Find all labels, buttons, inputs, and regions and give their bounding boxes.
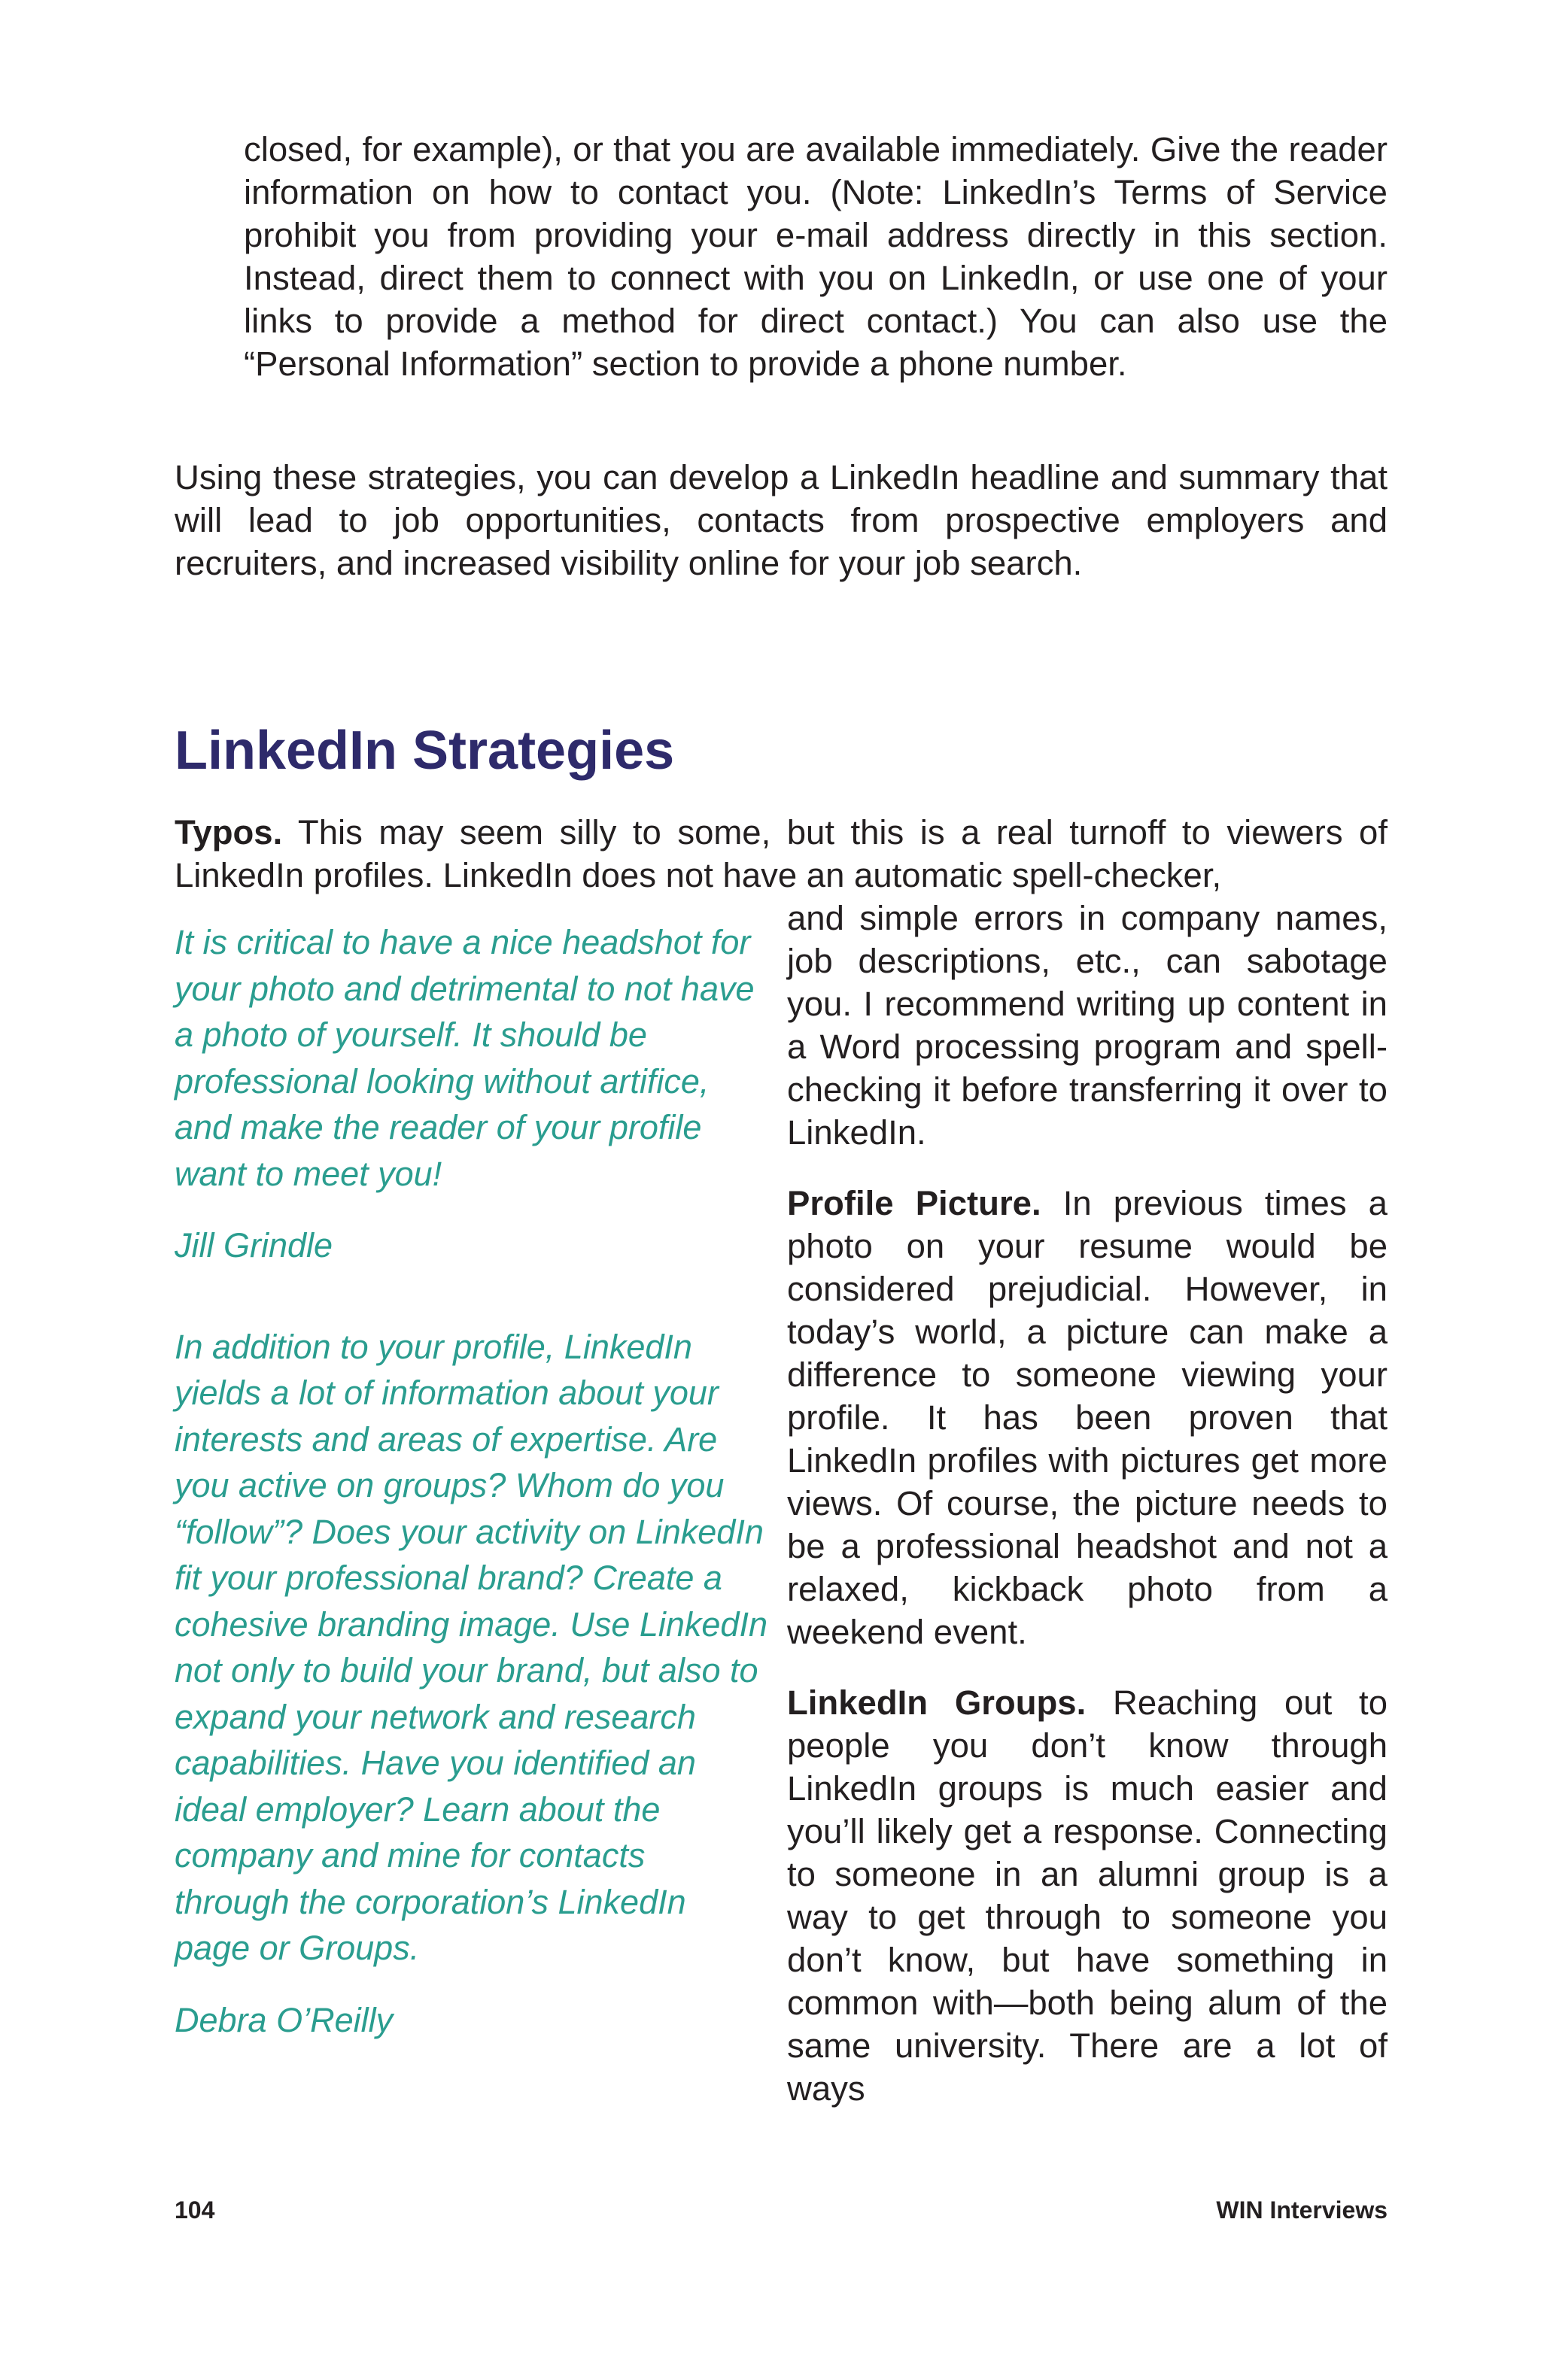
typos-paragraph-start: [175, 811, 1388, 897]
page-number: 104: [175, 2196, 215, 2224]
typos-text-full: This may seem silly to some, but this is a real turnoff to viewers of LinkedIn profiles. LinkedIn does not have an automatic spell-checker,: [175, 813, 1388, 894]
sidebar-quotes: [175, 919, 769, 2043]
typos-lead: Typos.: [175, 813, 283, 852]
sidebar-author-1: Jill Grindle: [175, 1226, 333, 1264]
linkedin-groups-text: Reaching out to people you don’t know through LinkedIn groups is much easier and you’ll likely get a response. Connecting to someone in an alumni group is a way to get through to someone you don’t know, but have something in common with—both being alum of the same university. There are a lot of ways: [787, 1683, 1388, 2108]
linkedin-groups-lead: LinkedIn Groups.: [787, 1683, 1087, 1722]
typos-text-column: and simple errors in company names, job descriptions, etc., can sabotage you. I recommend writing up content in a Word processing program and spell-checking it before transferring it over to LinkedIn.: [787, 899, 1388, 1152]
linkedin-groups-paragraph: [787, 1681, 1388, 2110]
sidebar-quote-1: It is critical to have a nice headshot for your photo and detrimental to not have a photo of yourself. It should be professional looking without artifice, and make the reader of your profile want to meet you!: [175, 923, 755, 1193]
book-title: WIN Interviews: [1216, 2196, 1388, 2224]
profile-picture-paragraph: [787, 1182, 1388, 1653]
profile-picture-lead: Profile Picture.: [787, 1184, 1041, 1222]
section-title: LinkedIn Strategies: [175, 721, 675, 781]
profile-picture-text: In previous times a photo on your resume would be considered prejudicial. However, in today’s world, a picture can make a difference to someone viewing your profile. It has been proven that LinkedIn profiles with pictures get more views. Of course, the picture needs to be a professional headshot and not a relaxed, kickback photo from a weekend event.: [787, 1184, 1388, 1651]
intro-continuation: closed, for example), or that you are available immediately. Give the reader information on how to contact you. (Note: LinkedIn’s Terms of Service prohibit you from providing your e-mail address directly in this section. Instead, direct them to connect with you on LinkedIn, or use one of your links to provide a method for direct contact.) You can also use the “Personal Information” section to provide a phone number.: [244, 130, 1388, 383]
sidebar-author-2: Debra O’Reilly: [175, 2000, 394, 2039]
page: [175, 128, 1388, 2309]
sidebar-quote-2: In addition to your profile, LinkedIn yields a lot of information about your interests and areas of expertise. Are you active on groups? Whom do you “follow”? Does your activity on LinkedIn fit your professional brand? Create a cohesive branding image. Use LinkedIn not only to build your brand, but also to expand your network and research capabilities. Have you identified an ideal employer? Learn about the company and mine for contacts through the corporation’s LinkedIn page or Groups.: [175, 1327, 767, 1967]
main-column: [787, 897, 1388, 2138]
intro-conclusion: Using these strategies, you can develop a LinkedIn headline and summary that will lead to job opportunities, contacts from prospective employers and recruiters, and increased visibility online for your job search.: [175, 458, 1388, 582]
